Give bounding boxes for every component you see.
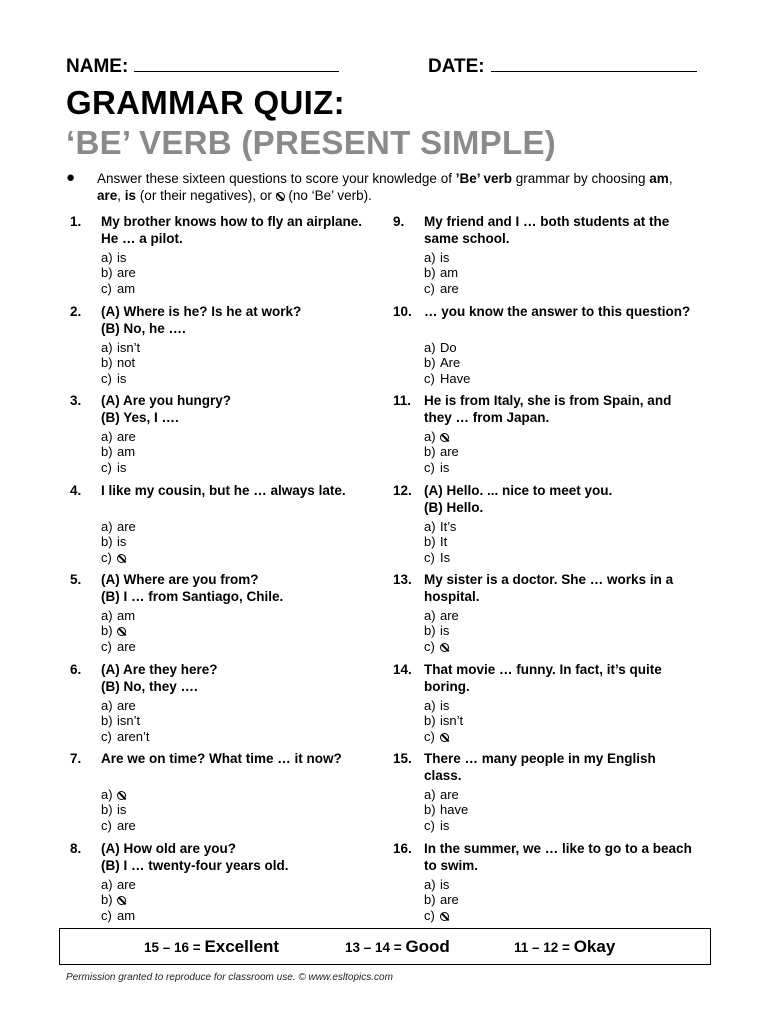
answer-option-a[interactable] bbox=[424, 787, 674, 802]
answer-option-c[interactable] bbox=[424, 281, 674, 296]
answer-option-c[interactable] bbox=[424, 550, 674, 565]
name-label: NAME: bbox=[66, 56, 129, 77]
option-text: Have bbox=[440, 370, 471, 386]
date-label: DATE: bbox=[428, 56, 485, 77]
answer-option-b[interactable] bbox=[424, 623, 674, 638]
footer-copyright: Permission granted to reproduce for classroom use. © www.esltopics.com bbox=[66, 972, 393, 983]
answer-option-a[interactable] bbox=[424, 877, 674, 892]
option-letter: b) bbox=[101, 892, 113, 908]
option-text: am bbox=[117, 907, 136, 923]
answer-options bbox=[101, 787, 351, 833]
option-letter: a) bbox=[101, 787, 113, 802]
answer-option-a[interactable] bbox=[424, 250, 674, 265]
option-letter: b) bbox=[101, 355, 113, 371]
option-text: are bbox=[440, 892, 459, 908]
option-text: am bbox=[440, 265, 459, 281]
option-letter: c) bbox=[424, 817, 435, 833]
answer-option-b[interactable] bbox=[101, 892, 351, 907]
no-verb-icon bbox=[440, 912, 449, 921]
option-text: is bbox=[117, 370, 127, 386]
option-text: is bbox=[440, 459, 450, 475]
question-text: My brother knows how to fly an airplane. He … a pilot. bbox=[101, 214, 363, 246]
no-verb-icon bbox=[117, 896, 126, 905]
question-number: 14. bbox=[393, 662, 412, 677]
option-letter: c) bbox=[101, 370, 112, 386]
score-excellent: 15 – 16 = Excellent bbox=[144, 937, 280, 956]
answer-options bbox=[424, 608, 674, 654]
answer-option-a[interactable] bbox=[101, 519, 351, 534]
answer-option-b[interactable] bbox=[101, 265, 351, 280]
option-text: are bbox=[440, 608, 459, 623]
question-text: (A) Are they here? (B) No, they …. bbox=[101, 662, 218, 694]
option-letter: b) bbox=[424, 713, 436, 729]
question-number: 7. bbox=[70, 751, 82, 766]
option-text: is bbox=[440, 698, 450, 713]
answer-option-c[interactable] bbox=[101, 460, 351, 475]
answer-option-c[interactable] bbox=[101, 281, 351, 296]
quiz-title: GRAMMAR QUIZ: bbox=[66, 84, 345, 121]
option-letter: c) bbox=[101, 280, 112, 296]
option-text: are bbox=[117, 638, 136, 654]
answer-option-a[interactable] bbox=[424, 429, 674, 444]
option-text: are bbox=[117, 698, 136, 713]
option-letter: a) bbox=[424, 340, 436, 355]
score-good: 13 – 14 = Good bbox=[345, 937, 450, 956]
option-letter: b) bbox=[101, 265, 113, 281]
answer-option-a[interactable] bbox=[101, 698, 351, 713]
option-letter: a) bbox=[101, 698, 113, 713]
answer-options bbox=[424, 698, 674, 744]
answer-option-c[interactable] bbox=[424, 908, 674, 923]
question-number: 13. bbox=[393, 572, 412, 587]
option-letter: b) bbox=[424, 892, 436, 908]
answer-option-c[interactable] bbox=[101, 908, 351, 923]
answer-option-b[interactable] bbox=[101, 534, 351, 549]
score-okay: 11 – 12 = Okay bbox=[514, 937, 616, 956]
option-letter: c) bbox=[424, 280, 435, 296]
no-verb-icon bbox=[440, 433, 449, 442]
option-letter: c) bbox=[424, 638, 435, 654]
option-text: Are bbox=[440, 355, 461, 371]
question-text: Are we on time? What time … it now? bbox=[101, 751, 342, 766]
question-number: 6. bbox=[70, 662, 82, 677]
answer-option-a[interactable] bbox=[101, 877, 351, 892]
option-letter: b) bbox=[424, 623, 436, 639]
question-number: 10. bbox=[393, 304, 412, 319]
answer-option-c[interactable] bbox=[424, 729, 674, 744]
answer-options bbox=[101, 340, 351, 386]
answer-option-a[interactable] bbox=[101, 250, 351, 265]
answer-options bbox=[101, 608, 351, 654]
answer-option-c[interactable] bbox=[424, 460, 674, 475]
option-letter: b) bbox=[101, 534, 113, 550]
answer-option-a[interactable] bbox=[101, 429, 351, 444]
option-letter: a) bbox=[101, 250, 113, 265]
no-verb-icon bbox=[440, 643, 449, 652]
answer-options bbox=[101, 698, 351, 744]
answer-option-c[interactable] bbox=[101, 550, 351, 565]
answer-option-b[interactable] bbox=[101, 713, 351, 728]
option-text: Do bbox=[440, 340, 457, 355]
question-number: 8. bbox=[70, 841, 82, 856]
option-letter: b) bbox=[101, 623, 113, 639]
option-letter: a) bbox=[424, 787, 436, 802]
option-text: isn’t bbox=[440, 713, 464, 729]
option-text: It’s bbox=[440, 519, 457, 534]
name-blank-line[interactable] bbox=[134, 53, 339, 72]
option-letter: c) bbox=[101, 549, 112, 565]
question-number: 16. bbox=[393, 841, 412, 856]
option-letter: a) bbox=[424, 698, 436, 713]
answer-option-a[interactable] bbox=[101, 608, 351, 623]
option-letter: a) bbox=[101, 608, 113, 623]
option-text: are bbox=[117, 429, 136, 444]
answer-options bbox=[101, 877, 351, 923]
option-text: is bbox=[117, 802, 127, 818]
option-text: am bbox=[117, 280, 136, 296]
answer-option-a[interactable] bbox=[424, 608, 674, 623]
question-text: He is from Italy, she is from Spain, and they … from Japan. bbox=[424, 393, 672, 425]
question-number: 9. bbox=[393, 214, 405, 229]
name-field bbox=[66, 53, 339, 78]
question-text: (A) Where are you from? (B) I … from Santiago, Chile. bbox=[101, 572, 284, 604]
no-verb-icon bbox=[440, 733, 449, 742]
answer-option-c[interactable] bbox=[101, 371, 351, 386]
answer-option-c[interactable] bbox=[424, 818, 674, 833]
option-letter: a) bbox=[101, 340, 113, 355]
question-number: 2. bbox=[70, 304, 82, 319]
answer-options bbox=[101, 250, 351, 296]
answer-option-a[interactable] bbox=[424, 519, 674, 534]
option-text: are bbox=[440, 444, 459, 460]
option-letter: b) bbox=[424, 802, 436, 818]
answer-option-b[interactable] bbox=[424, 265, 674, 280]
option-text: is bbox=[440, 877, 450, 892]
answer-option-b[interactable] bbox=[424, 534, 674, 549]
option-letter: a) bbox=[101, 519, 113, 534]
answer-option-a[interactable] bbox=[101, 787, 351, 802]
option-text: aren’t bbox=[117, 728, 150, 744]
date-field bbox=[428, 53, 697, 78]
option-text: Is bbox=[440, 549, 451, 565]
answer-options bbox=[424, 877, 674, 923]
option-letter: b) bbox=[424, 444, 436, 460]
option-letter: a) bbox=[424, 519, 436, 534]
option-text: isn’t bbox=[117, 713, 141, 729]
option-text: are bbox=[117, 817, 136, 833]
answer-option-b[interactable] bbox=[424, 892, 674, 907]
question-text: (A) How old are you? (B) I … twenty-four years old. bbox=[101, 841, 289, 873]
answer-option-b[interactable] bbox=[101, 355, 351, 370]
question-text: … you know the answer to this question? bbox=[424, 304, 691, 319]
answer-option-c[interactable] bbox=[101, 639, 351, 654]
no-verb-icon bbox=[117, 627, 126, 636]
answer-options bbox=[101, 519, 351, 565]
option-letter: a) bbox=[101, 877, 113, 892]
question-text: I like my cousin, but he … always late. bbox=[101, 483, 346, 498]
no-verb-icon bbox=[117, 791, 126, 800]
option-letter: c) bbox=[101, 907, 112, 923]
option-letter: c) bbox=[424, 370, 435, 386]
question-number: 12. bbox=[393, 483, 412, 498]
question-number: 15. bbox=[393, 751, 412, 766]
option-letter: b) bbox=[101, 802, 113, 818]
option-letter: a) bbox=[424, 250, 436, 265]
option-letter: b) bbox=[424, 355, 436, 371]
answer-options bbox=[424, 340, 674, 386]
instructions-text: Answer these sixteen questions to score your knowledge of ’Be’ verb grammar by choosing am, are, is (or their negatives), or (no ‘Be’ verb). bbox=[97, 171, 673, 203]
question-text: My sister is a doctor. She … works in a hospital. bbox=[424, 572, 674, 604]
option-letter: b) bbox=[424, 534, 436, 550]
answer-option-b[interactable] bbox=[424, 355, 674, 370]
answer-option-c[interactable] bbox=[424, 639, 674, 654]
option-letter: c) bbox=[424, 728, 435, 744]
option-letter: a) bbox=[101, 429, 113, 444]
option-text: isn’t bbox=[117, 340, 141, 355]
question-number: 1. bbox=[70, 214, 82, 229]
answer-option-b[interactable] bbox=[424, 802, 674, 817]
option-text: are bbox=[440, 280, 459, 296]
answer-option-a[interactable] bbox=[101, 340, 351, 355]
answer-option-c[interactable] bbox=[101, 729, 351, 744]
option-letter: a) bbox=[424, 429, 436, 444]
answer-options bbox=[424, 250, 674, 296]
answer-option-b[interactable] bbox=[101, 802, 351, 817]
answer-options bbox=[424, 429, 674, 475]
quiz-subtitle: ‘BE’ VERB (PRESENT SIMPLE) bbox=[66, 124, 557, 161]
header bbox=[66, 53, 706, 79]
question-number: 11. bbox=[393, 393, 412, 408]
bullet-icon: ● bbox=[66, 169, 76, 186]
option-letter: a) bbox=[424, 608, 436, 623]
option-text: not bbox=[117, 355, 136, 371]
question-text: That movie … funny. In fact, it’s quite boring. bbox=[424, 662, 662, 694]
answer-option-a[interactable] bbox=[424, 698, 674, 713]
option-text: are bbox=[440, 787, 459, 802]
option-text: are bbox=[117, 519, 136, 534]
answer-option-c[interactable] bbox=[424, 371, 674, 386]
option-text: is bbox=[117, 459, 127, 475]
option-letter: a) bbox=[424, 877, 436, 892]
option-letter: b) bbox=[101, 444, 113, 460]
option-text: is bbox=[117, 534, 127, 550]
option-letter: c) bbox=[101, 459, 112, 475]
option-text: are bbox=[117, 265, 136, 281]
option-text: am bbox=[117, 444, 136, 460]
option-text: am bbox=[117, 608, 136, 623]
question-number: 5. bbox=[70, 572, 82, 587]
option-text: is bbox=[440, 250, 450, 265]
answer-option-a[interactable] bbox=[424, 340, 674, 355]
option-text: have bbox=[440, 802, 469, 818]
option-letter: c) bbox=[424, 459, 435, 475]
answer-option-b[interactable] bbox=[424, 444, 674, 459]
option-text: are bbox=[117, 877, 136, 892]
question-text: (A) Where is he? Is he at work? (B) No, he …. bbox=[101, 304, 302, 336]
option-letter: c) bbox=[101, 638, 112, 654]
no-verb-icon bbox=[117, 554, 126, 563]
option-letter: b) bbox=[424, 265, 436, 281]
question-text: There … many people in my English class. bbox=[424, 751, 656, 783]
option-text: is bbox=[440, 623, 450, 639]
question-text: (A) Are you hungry? (B) Yes, I …. bbox=[101, 393, 231, 425]
option-letter: c) bbox=[424, 907, 435, 923]
option-text: is bbox=[117, 250, 127, 265]
option-letter: b) bbox=[101, 713, 113, 729]
question-text: My friend and I … both students at the same school. bbox=[424, 214, 670, 246]
option-text: It bbox=[440, 534, 448, 550]
answer-options bbox=[101, 429, 351, 475]
answer-option-c[interactable] bbox=[101, 818, 351, 833]
option-text: is bbox=[440, 817, 450, 833]
option-letter: c) bbox=[101, 817, 112, 833]
answer-option-b[interactable] bbox=[101, 444, 351, 459]
question-text: (A) Hello. ... nice to meet you. (B) Hello. bbox=[424, 483, 613, 515]
no-verb-icon bbox=[276, 192, 285, 201]
date-blank-line[interactable] bbox=[491, 53, 697, 72]
answer-options bbox=[424, 519, 674, 565]
option-letter: c) bbox=[101, 728, 112, 744]
question-text: In the summer, we … like to go to a beach to swim. bbox=[424, 841, 692, 873]
answer-option-b[interactable] bbox=[101, 623, 351, 638]
question-number: 4. bbox=[70, 483, 82, 498]
question-number: 3. bbox=[70, 393, 82, 408]
option-letter: c) bbox=[424, 549, 435, 565]
answer-option-b[interactable] bbox=[424, 713, 674, 728]
score-box bbox=[59, 928, 711, 965]
answer-options bbox=[424, 787, 674, 833]
